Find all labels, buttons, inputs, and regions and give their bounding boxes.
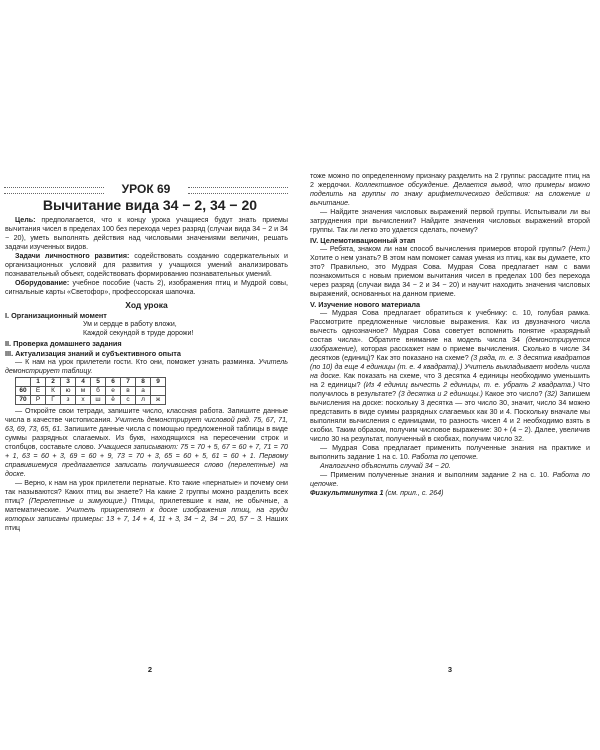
- paragraph: — Применим полученные знания и выполним задание 2 на с. 10. Работа по цепочке.: [310, 471, 590, 488]
- equipment-paragraph: Оборудование: учебное пособие (часть 2), изображения птиц и Мудрой совы, сигнальные карты «Светофор», профессорская шапочка.: [5, 279, 288, 296]
- lesson-topic: Вычитание вида 34 − 2, 34 − 20: [42, 197, 258, 213]
- goal-label: Цель:: [15, 216, 36, 224]
- paragraph: — Верно, к нам на урок прилетели пернатые. Кто такие «пернатые» и почему они так называются? Каких птиц вы знаете? На какие 2 группы можно разделить всех птиц? (Перелетные и зимующие.) Птицы, прилетевшие к нам, не обычные, а математические. Учитель прикрепляет к доске изображения птиц, на груди которых записаны примеры: 13 + 7, 14 + 4, 11 + 3, 34 − 2, 34 − 20, 57 − 3. Наших птиц: [5, 479, 288, 532]
- left-text-column: [5, 216, 288, 533]
- epigraph-line: Ум и сердце в работу вложи,: [83, 321, 177, 328]
- paragraph: — К нам на урок прилетели гости. Кто они, поможет узнать разминка. Учитель демонстрирует таблицу.: [5, 358, 288, 375]
- physical-minute: Физкультминутка 1 (см. прил., с. 264): [310, 489, 444, 497]
- section-heading: I. Организационный момент: [5, 311, 107, 320]
- paragraph: — Мудрая Сова предлагает применить полученные знания на практике и выполнить задание 1 на с. 10. Работа по цепочке.: [310, 444, 590, 461]
- banner-ornament: [188, 187, 288, 194]
- paragraph: — Мудрая Сова предлагает обратиться к учебнику: с. 10, голубая рамка. Рассмотрите предложенные числовые выражения. Как из двузначного числа вычесть однозначное? Мудрая Сова советует вспомнить понятие «разрядный состав числа». Обратите внимание на модель числа 34 (демонстрируется изображение), которая расскажет нам о приеме вычисления. Сколько в числе 34 десятков (единиц)? Как это показано на схеме? (3 ряда, т. е. 3 десятка квадратов (по 10) да еще 4 единицы (т. е. 4 квадрата).) Учитель выкладывает модель числа на доске. Как показать на схеме, что 3 десятка 4 единицы необходимо уменьшить на 2 единицы? (Из 4 единиц вычесть 2 единицы, т. е. убрать 2 квадрата.) Что получилось в результате? (3 десятка и 2 единицы.) Какое это число? (32) Запишем вычисления на доске: поскольку 3 десятка — это число 30, значит, число 34 можно представить в виде суммы разрядных слагаемых как 30 и 4. Поскольку вначале мы выполняли вычисления с единицами, то разность чисел 4 и 2 необходимо взять в скобки. Таким образом, получим числовое выражение: 30 + (4 − 2). Далее, увеличив число 30 на результат, полученный в скобках, получим число 32.: [310, 309, 590, 443]
- paragraph: — Откройте свои тетради, запишите число, классная работа. Запишите данные числа в качестве чистописания. Учитель демонстрирует числовой ряд. 75, 67, 71, 63, 69, 73, 65, 61. Запишите данные числа с помощью предложенной таблицы в виде суммы разрядных слагаемых. Из букв, находящихся на пересечении строк и столбцов, составьте слово. Учащиеся записывают: 75 = 70 + 5, 67 = 60 + 7, 71 = 70 + 1, 63 = 60 + 3, 69 = 60 + 9, 73 = 70 + 3, 65 = 60 + 5, 61 = 60 + 1. Первому справившемуся предлагается записать получившееся слово (перелетные) на доске.: [5, 407, 288, 478]
- paragraph: — Ребята, знаком ли нам способ вычисления примеров второй группы? (Нет.) Хотите о нем узнать? В этом нам поможет самая умная из птиц, как вы думаете, кто это? Правильно, это Мудрая Сова. Мудрая Сова предлагает нам с вами познакомиться с новым приемом вычитания чисел в пределах 100 без перехода через разряд (случаи вида 34 − 2 и 34 − 20) и научит находить значения числовых выражений, основанных на данном приеме.: [310, 245, 590, 298]
- letter-code-table: [15, 377, 166, 405]
- right-page: [300, 0, 600, 750]
- section-heading: V. Изучение нового материала: [310, 300, 421, 309]
- section-heading: III. Актуализация знаний и субъективного опыта: [5, 349, 181, 358]
- paragraph: Аналогично объяснить случай 34 − 20.: [320, 462, 451, 470]
- lesson-banner: [4, 183, 288, 196]
- section-heading: IV. Целемотивационный этап: [310, 236, 416, 245]
- banner-ornament: [4, 187, 104, 194]
- table-row: 70 Р Г з х ш ё с л ж: [16, 396, 166, 405]
- tasks-label: Задачи личностного развития:: [15, 252, 130, 260]
- lesson-number: УРОК 69: [121, 182, 171, 196]
- table-row: 1 2 3 4 5 6 7 8 9: [16, 378, 166, 387]
- page-number: 2: [147, 665, 153, 674]
- section-heading: II. Проверка домашнего задания: [5, 339, 122, 348]
- epigraph-line: Каждой секундой в труде дорожи!: [83, 330, 194, 337]
- right-text-column: [310, 172, 590, 498]
- paragraph: — Найдите значения числовых выражений первой группы. Испытывали ли вы затруднения при вычислении? Найдите значения числовых выражений второй группы. Так ли легко это удается сделать, почему?: [310, 208, 590, 234]
- table-row: 60 Е К ю м б е в а: [16, 387, 166, 396]
- goal-paragraph: Цель: предполагается, что к концу урока учащиеся будут знать приемы вычитания чисел в пределах 100 без перехода через разряд (случаи вида 34 − 2 и 34 − 20), уметь выполнять действия над числовыми значениями величин, решать задачи изученных видов.: [5, 216, 288, 251]
- equipment-label: Оборудование:: [15, 279, 70, 287]
- paragraph: тоже можно по определенному признаку разделить на 2 группы: рассадите птиц на 2 жердочки. Коллективное обсуждение. Делается вывод, что примеры можно поделить на группы по знаку арифметического действия: на сложение и вычитание.: [310, 172, 590, 207]
- course-heading: Ход урока: [125, 300, 168, 310]
- page-number: 3: [447, 665, 453, 674]
- tasks-paragraph: Задачи личностного развития: содействовать созданию содержательных и организационных условий для развития у учащихся умений анализировать познавательный объект, содействовать формированию познавательных умений.: [5, 252, 288, 278]
